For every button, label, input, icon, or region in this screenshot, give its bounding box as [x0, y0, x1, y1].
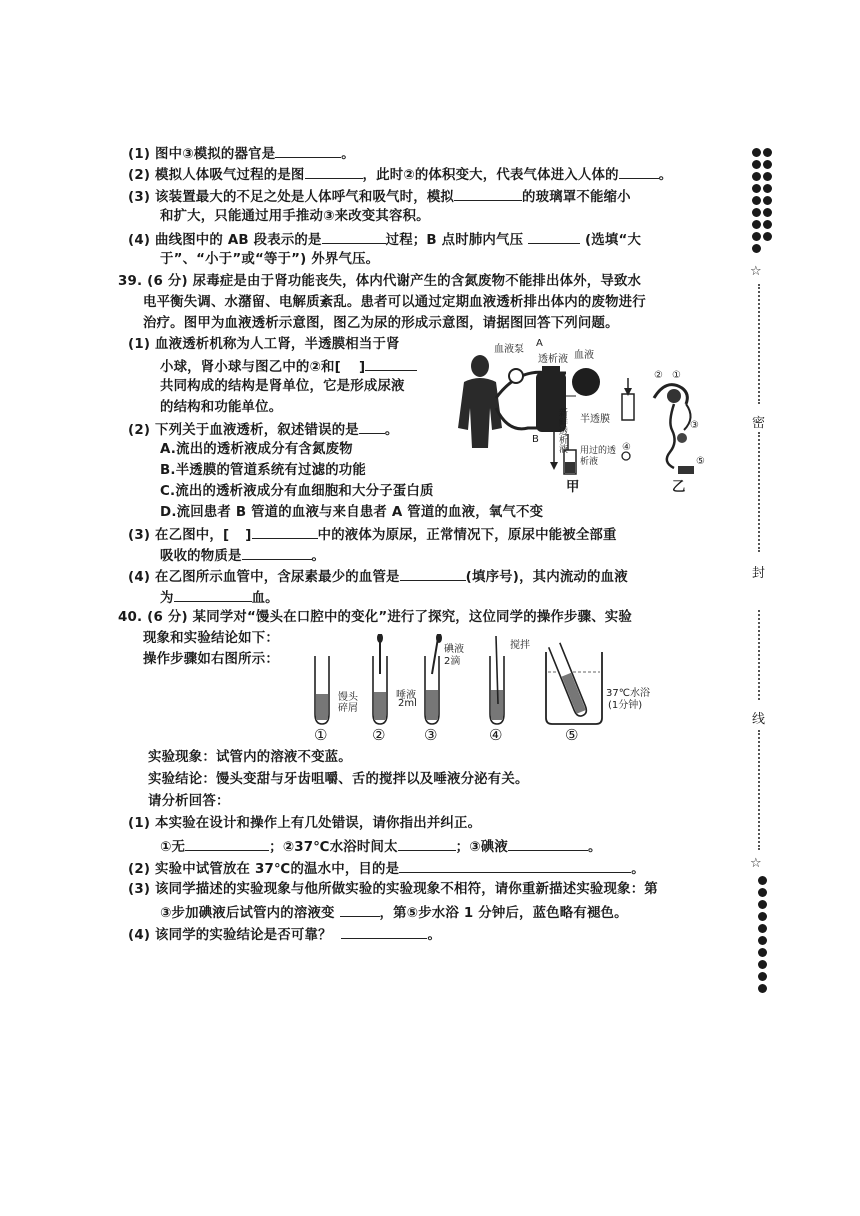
figure-yi-label: 乙 — [672, 480, 686, 495]
q39-p3d: 吸收的物质是 — [160, 549, 242, 564]
label-dialysate: 透析液 — [538, 354, 568, 365]
q39-p3a: (3) 在乙图中，[ — [128, 528, 230, 543]
margin-dot — [752, 196, 761, 205]
q39-p3-line-2 — [160, 545, 325, 567]
q39-option-d-text: D.流回患者 B 管道的血液与来自患者 A 管道的血液，氧气不变 — [160, 505, 544, 520]
q38-p2-mid: ，此时②的体积变大，代表气体进入人体的 — [362, 168, 619, 183]
q39-p1-line-4 — [160, 398, 282, 418]
q39-p2-text: (2) 下列关于血液透析，叙述错误的是 — [128, 423, 359, 438]
q39-p1d: 共同构成的结构是肾单位，它是形成尿液 — [160, 379, 405, 394]
margin-dot — [752, 232, 761, 241]
q38-line-3 — [128, 186, 631, 208]
step-3-label: ③ — [424, 726, 438, 744]
margin-dot — [763, 172, 772, 181]
q39-p4a: (4) 在乙图所示血管中，含尿素最少的血管是 — [128, 570, 400, 585]
margin-dot — [752, 184, 761, 193]
q40-p1-line-2 — [160, 836, 602, 858]
label-drops: 2滴 — [444, 656, 461, 667]
label-n1: ① — [672, 370, 681, 381]
q40-p3c: ，第⑤步水浴 1 分钟后，蓝色略有褪色。 — [379, 906, 628, 921]
answer-blank[interactable] — [341, 924, 427, 939]
q40-p4-end: 。 — [427, 928, 442, 943]
q39-option-d — [160, 503, 543, 523]
q40-p4-line — [128, 924, 441, 946]
margin-dot — [752, 208, 761, 217]
answer-blank[interactable] — [454, 186, 522, 201]
margin-dot — [758, 936, 767, 945]
margin-dot — [763, 232, 772, 241]
q39-p4b: (填序号)，其内流动的血液 — [465, 570, 628, 585]
q40-p1-line-1 — [128, 814, 481, 834]
q38-line-2 — [128, 164, 672, 186]
q39-p3b: ] — [245, 528, 252, 543]
q40-p3b: ③步加碘液后试管内的溶液变 — [160, 906, 335, 921]
q39-p4-line-1 — [128, 566, 628, 588]
q38-line-4 — [160, 207, 430, 227]
q40-conclusion — [148, 770, 529, 790]
q40-line-2 — [143, 629, 279, 649]
label-pump: 血液泵 — [494, 344, 524, 355]
q39-p3e: 。 — [311, 549, 326, 564]
q39-p2-line — [128, 419, 398, 441]
glomerulus — [667, 389, 681, 403]
q40-l3-text: 操作步骤如右图所示： — [143, 652, 279, 667]
margin-dot — [758, 972, 767, 981]
q40-p2-line — [128, 858, 645, 880]
label-ml: 2ml — [398, 698, 417, 709]
q40-line-3 — [143, 650, 279, 670]
q39-option-b — [160, 461, 366, 481]
q40-p4-text: (4) 该同学的实验结论是否可靠？ — [128, 928, 332, 943]
answer-blank[interactable] — [305, 164, 363, 179]
experiment-svg — [300, 634, 643, 744]
label-bath: 37℃水浴 — [606, 688, 650, 699]
label-blood: 血液 — [574, 350, 594, 361]
margin-dot — [758, 948, 767, 957]
answer-blank[interactable] — [340, 902, 380, 917]
step-4-label: ④ — [489, 726, 503, 744]
answer-blank[interactable] — [365, 356, 417, 371]
tank-cap — [542, 366, 560, 374]
q39-p1b: 小球，肾小球与图乙中的②和[ — [160, 360, 341, 375]
q38-line-6 — [160, 250, 379, 270]
q39-p1e: 的结构和功能单位。 — [160, 400, 283, 415]
q39-p1-line-1 — [128, 335, 400, 355]
q39-l2-text: 电平衡失调、水潴留、电解质紊乱。患者可以通过定期血液透析排出体内的废物进行 — [143, 295, 646, 310]
q38-p4-cont: 于”、“小于”或“等于”) 外界气压。 — [160, 252, 380, 267]
label-feng: 封 — [752, 566, 766, 581]
q40-p1a: ①无 — [160, 840, 186, 855]
star-top: ☆ — [750, 264, 762, 279]
margin-dot — [752, 244, 761, 253]
q40-ask — [148, 792, 230, 812]
margin-dot — [758, 984, 767, 993]
pump-icon — [509, 369, 523, 383]
q40-p1b: ；②37℃水浴时间太 — [269, 840, 398, 855]
margin-dot — [758, 900, 767, 909]
dotted-line — [758, 284, 760, 404]
q39-dialysis-figure — [458, 338, 718, 498]
label-stir: 搅拌 — [510, 640, 530, 651]
q40-p1c: ；③碘液 — [455, 840, 508, 855]
margin-dot — [758, 876, 767, 885]
step-5-label: ⑤ — [565, 726, 579, 744]
q40-l2-text: 现象和实验结论如下： — [143, 631, 279, 646]
q39-option-b-text: B.半透膜的管道系统有过滤的功能 — [160, 463, 366, 478]
answer-blank[interactable] — [322, 229, 386, 244]
margin-dot — [763, 196, 772, 205]
label-n4: ④ — [622, 442, 631, 453]
margin-dot — [763, 148, 772, 157]
q40-heading — [118, 608, 632, 628]
answer-blank[interactable] — [508, 836, 588, 851]
q39-p2-end: 。 — [384, 423, 399, 438]
label-a: A — [536, 338, 543, 349]
q39-option-a — [160, 440, 353, 460]
q39-line-2 — [143, 293, 646, 313]
margin-dot — [752, 148, 761, 157]
answer-blank[interactable] — [359, 419, 385, 434]
q40-head-text: 40. (6 分) 某同学对“馒头在口腔中的变化”进行了探究，这位同学的操作步骤、实验 — [118, 610, 632, 625]
patient-silhouette — [458, 355, 502, 448]
q40-phenomenon — [148, 748, 352, 768]
margin-dot — [758, 888, 767, 897]
blood-disc — [572, 368, 600, 396]
q40-p3-line-1 — [128, 880, 658, 900]
margin-dot — [758, 924, 767, 933]
label-saliva: 唾液 — [396, 690, 416, 701]
binding-margin — [730, 140, 780, 1000]
q39-head-text: 39. (6 分) 尿毒症是由于肾功能丧失，体内代谢产生的含氮废物不能排出体外，导致水 — [118, 274, 642, 289]
q40-p2-end: 。 — [631, 862, 645, 877]
answer-blank[interactable] — [400, 566, 466, 581]
q38-p3-cont: 和扩大，只能通过用手推动③来改变其容积。 — [160, 209, 430, 224]
q40-p3-line-2 — [160, 902, 628, 924]
q38-line-1 — [128, 143, 355, 165]
q39-option-a-text: A.流出的透析液成分有含氮废物 — [160, 442, 353, 457]
q38-p2-text: (2) 模拟人体吸气过程的是图 — [128, 168, 305, 183]
margin-dot — [763, 220, 772, 229]
label-xian: 线 — [752, 712, 766, 727]
q38-p4-end: (选填“大 — [584, 233, 642, 248]
q39-line-3 — [143, 314, 619, 334]
q40-p2-text: (2) 实验中试管放在 37℃的温水中，目的是 — [128, 862, 400, 877]
q39-p4d: 血。 — [251, 591, 279, 606]
answer-blank[interactable] — [619, 164, 659, 179]
label-n2: ② — [654, 370, 663, 381]
q40-ask-text: 请分析回答： — [148, 794, 230, 809]
q40-p1d: 。 — [587, 840, 602, 855]
answer-blank[interactable] — [185, 836, 269, 851]
label-min: (1分钟) — [608, 700, 643, 711]
label-mi: 密 — [752, 416, 766, 431]
star-bottom: ☆ — [750, 856, 762, 871]
nephron-diagram — [622, 378, 694, 474]
label-membrane: 半透膜 — [580, 414, 610, 425]
q39-option-c — [160, 482, 434, 502]
dotted-line — [758, 610, 760, 700]
q39-p1c: ] — [358, 360, 366, 375]
answer-blank[interactable] — [275, 143, 341, 158]
answer-blank[interactable] — [399, 858, 631, 873]
margin-dot — [752, 160, 761, 169]
label-b: B — [532, 434, 539, 445]
q38-p4-mid: 过程；B 点时肺内气压 — [385, 233, 524, 248]
q39-p1a: (1) 血液透析机称为人工肾，半透膜相当于肾 — [128, 337, 400, 352]
answer-blank[interactable] — [528, 229, 580, 244]
margin-dot — [758, 912, 767, 921]
margin-dot — [752, 172, 761, 181]
margin-dot — [763, 160, 772, 169]
q38-p2-end: 。 — [658, 168, 673, 183]
q39-p1-line-3 — [160, 377, 405, 397]
answer-blank[interactable] — [174, 587, 252, 602]
q40-p1-text: (1) 本实验在设计和操作上有几处错误，请你指出并纠正。 — [128, 816, 482, 831]
margin-dot — [763, 208, 772, 217]
figure-jia-label: 甲 — [566, 480, 580, 495]
q39-p3-line-1 — [128, 524, 617, 546]
dotted-line — [758, 730, 760, 850]
q40-phen-text: 实验现象：试管内的溶液不变蓝。 — [148, 750, 352, 765]
q38-p3-text: (3) 该装置最大的不足之处是人体呼气和吸气时，模拟 — [128, 190, 455, 205]
label-crumbs: 馒头碎屑 — [338, 692, 358, 714]
label-used: 用过的透析液 — [580, 446, 617, 467]
margin-dot — [758, 960, 767, 969]
q40-concl-text: 实验结论：馒头变甜与牙齿咀嚼、舌的搅拌以及唾液分泌有关。 — [148, 772, 529, 787]
q39-p4c: 为 — [160, 591, 174, 606]
step-1-label: ① — [314, 726, 328, 744]
margin-dot — [752, 220, 761, 229]
q39-p1-line-2 — [160, 356, 417, 378]
q39-option-c-text: C.流出的透析液成分有血细胞和大分子蛋白质 — [160, 484, 434, 499]
q40-p3-text: (3) 该同学描述的实验现象与他所做实验的实验现象不相符，请你重新描述实验现象：第 — [128, 882, 658, 897]
q38-p1-end: 。 — [341, 147, 355, 162]
q39-p4-line-2 — [160, 587, 279, 609]
q39-l3-text: 治疗。图甲为血液透析示意图，图乙为尿的形成示意图，请据图回答下列问题。 — [143, 316, 619, 331]
q38-p4-text: (4) 曲线图中的 AB 段表示的是 — [128, 233, 322, 248]
q38-line-5 — [128, 229, 641, 251]
margin-dot — [763, 184, 772, 193]
q39-heading — [118, 272, 641, 292]
dotted-line — [758, 432, 760, 552]
label-n5: ⑤ — [696, 456, 705, 467]
label-fresh: 新鲜透析液 — [557, 408, 567, 453]
answer-blank[interactable] — [252, 524, 318, 539]
q38-p3-end: 的玻璃罩不能缩小 — [522, 190, 631, 205]
q39-p3c: 中的液体为原尿，正常情况下，原尿中能被全部重 — [317, 528, 617, 543]
label-iodine: 碘液 — [444, 644, 464, 655]
answer-blank[interactable] — [242, 545, 312, 560]
q40-experiment-figure — [300, 634, 650, 744]
answer-blank[interactable] — [398, 836, 456, 851]
q38-p1-text: (1) 图中③模拟的器官是 — [128, 147, 276, 162]
label-n3: ③ — [690, 420, 699, 431]
step-2-label: ② — [372, 726, 386, 744]
